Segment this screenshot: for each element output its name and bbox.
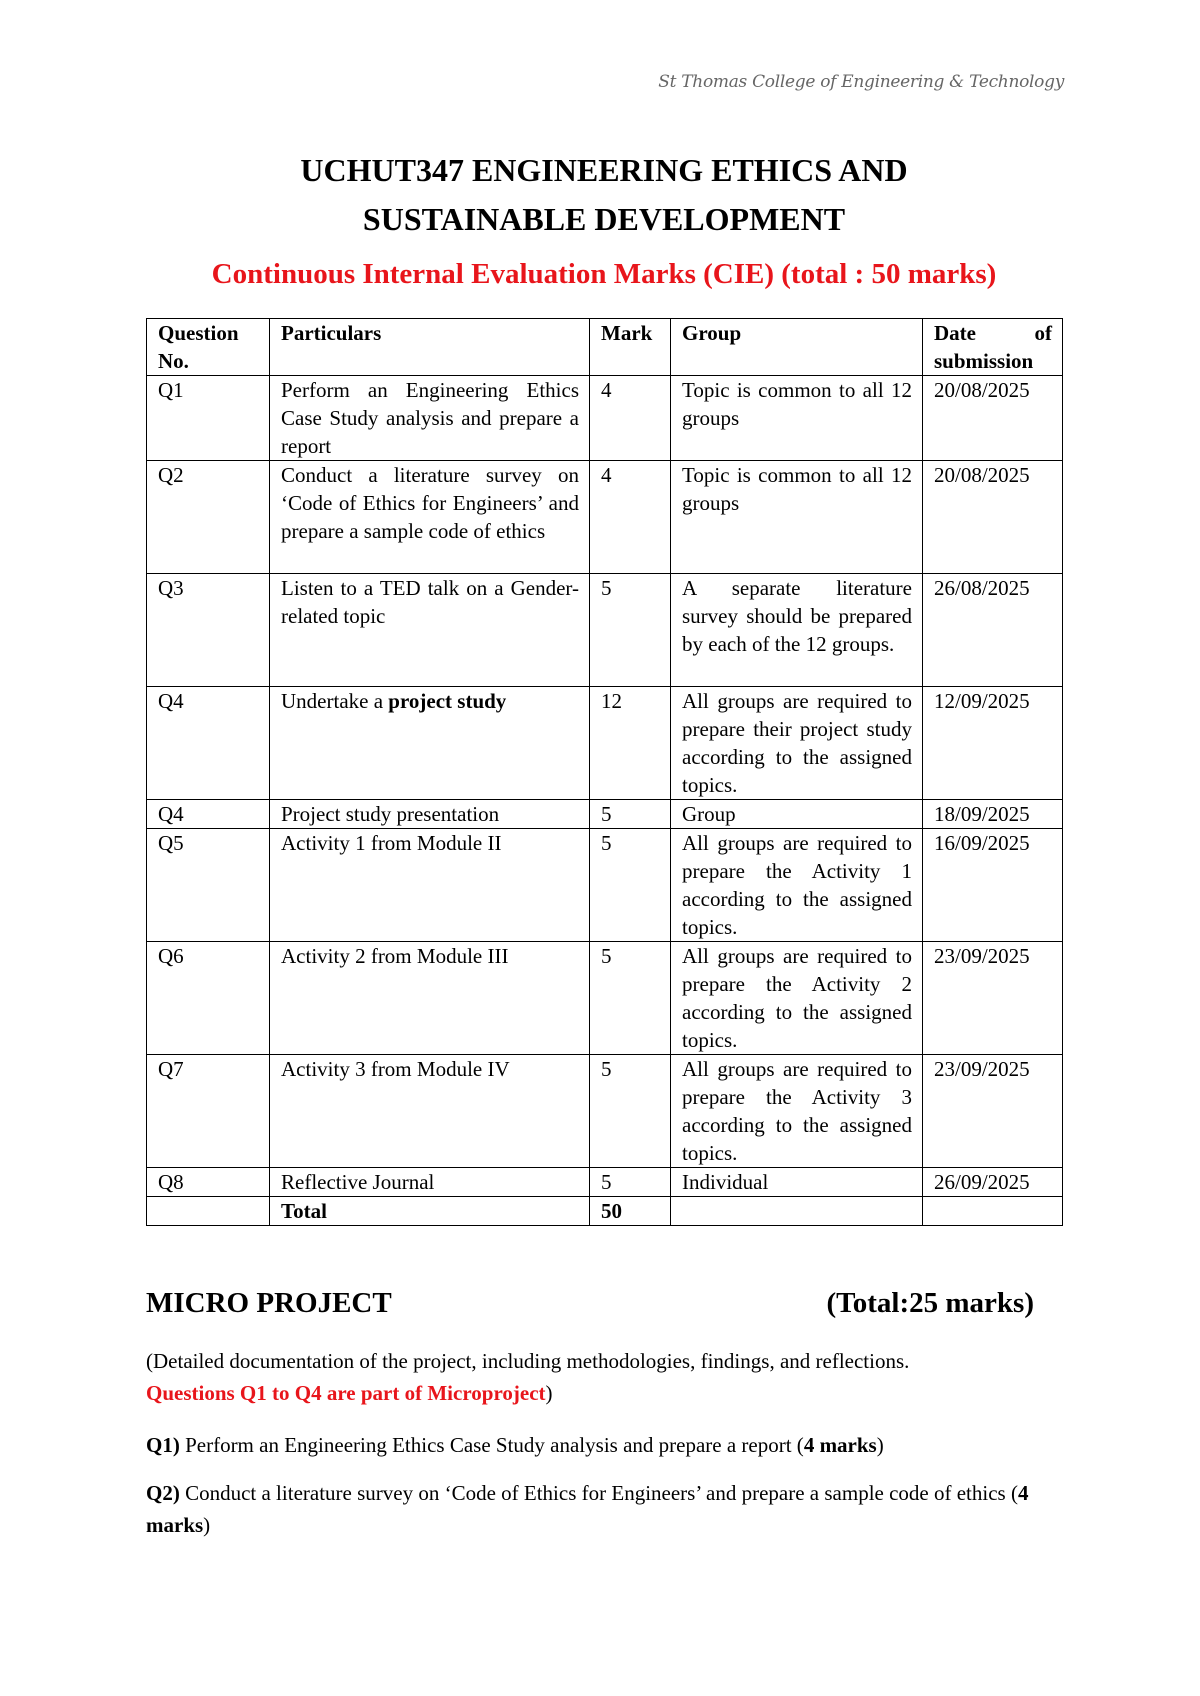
cell-mark: 5 xyxy=(590,942,671,1055)
cell-particulars: Perform an Engineering Ethics Case Study analysis and prepare a report xyxy=(270,376,590,461)
cell-group: Group xyxy=(671,800,923,829)
cell-date: 26/09/2025 xyxy=(923,1168,1063,1197)
q1-marks: 4 marks xyxy=(803,1433,877,1457)
title-line-1: UCHUT347 ENGINEERING ETHICS AND xyxy=(300,152,908,188)
micro-project-total: (Total:25 marks) xyxy=(826,1287,1034,1319)
cell-empty xyxy=(147,1197,270,1226)
cell-mark: 5 xyxy=(590,829,671,942)
q2-label: Q2) xyxy=(146,1481,180,1505)
cell-date: 26/08/2025 xyxy=(923,574,1063,687)
table-total-row xyxy=(147,1197,1063,1226)
cell-particulars: Listen to a TED talk on a Gender-related topic xyxy=(270,574,590,687)
q2-marks: 4 marks xyxy=(146,1481,1029,1537)
cell-date: 12/09/2025 xyxy=(923,687,1063,800)
note-close: ) xyxy=(545,1381,553,1405)
total-label: Total xyxy=(270,1197,590,1226)
cell-mark: 5 xyxy=(590,1168,671,1197)
q2-close: ) xyxy=(203,1513,211,1537)
table-row xyxy=(147,1055,1063,1168)
cell-question: Q4 xyxy=(147,800,270,829)
micro-question-q1 xyxy=(146,1429,1062,1461)
cell-mark: 5 xyxy=(590,800,671,829)
description-text: (Detailed documentation of the project, including methodologies, findings, and reflections. xyxy=(146,1349,910,1373)
cie-subtitle: Continuous Internal Evaluation Marks (CIE) (total : 50 marks) xyxy=(211,258,997,290)
cell-question: Q8 xyxy=(147,1168,270,1197)
cell-date: 20/08/2025 xyxy=(923,376,1063,461)
cell-mark: 12 xyxy=(590,687,671,800)
page-title xyxy=(146,146,1062,244)
cell-particulars: Activity 1 from Module II xyxy=(270,829,590,942)
cell-empty xyxy=(923,1197,1063,1226)
cell-question: Q6 xyxy=(147,942,270,1055)
cell-particulars: Conduct a literature survey on ‘Code of Ethics for Engineers’ and prepare a sample code of ethics xyxy=(270,461,590,574)
institution-header: St Thomas College of Engineering & Technology xyxy=(658,72,1064,92)
particulars-prefix: Undertake a xyxy=(281,689,389,713)
cell-empty xyxy=(671,1197,923,1226)
cell-mark: 4 xyxy=(590,461,671,574)
cell-mark: 5 xyxy=(590,574,671,687)
q2-text: Conduct a literature survey on ‘Code of Ethics for Engineers’ and prepare a sample code of ethics ( xyxy=(179,1481,1018,1505)
cell-date: 23/09/2025 xyxy=(923,1055,1063,1168)
header-mark: Mark xyxy=(590,319,671,376)
header-date: Date of submission xyxy=(923,319,1063,376)
cell-group: All groups are required to prepare the Activity 1 according to the assigned topics. xyxy=(671,829,923,942)
q1-label: Q1) xyxy=(146,1433,180,1457)
header-particulars: Particulars xyxy=(270,319,590,376)
micro-project-description xyxy=(146,1345,1062,1409)
cell-group: Topic is common to all 12 groups xyxy=(671,461,923,574)
cell-date: 20/08/2025 xyxy=(923,461,1063,574)
cell-question: Q7 xyxy=(147,1055,270,1168)
cell-date: 18/09/2025 xyxy=(923,800,1063,829)
cell-date: 23/09/2025 xyxy=(923,942,1063,1055)
table-row xyxy=(147,461,1063,574)
cell-question: Q1 xyxy=(147,376,270,461)
table-row xyxy=(147,1168,1063,1197)
cell-question: Q4 xyxy=(147,687,270,800)
table-row xyxy=(147,376,1063,461)
cell-question: Q5 xyxy=(147,829,270,942)
cell-particulars: Activity 2 from Module III xyxy=(270,942,590,1055)
title-line-2: SUSTAINABLE DEVELOPMENT xyxy=(362,201,846,237)
table-row xyxy=(147,942,1063,1055)
cell-group: All groups are required to prepare their project study according to the assigned topics. xyxy=(671,687,923,800)
total-mark: 50 xyxy=(590,1197,671,1226)
cell-group: All groups are required to prepare the Activity 3 according to the assigned topics. xyxy=(671,1055,923,1168)
particulars-bold: project study xyxy=(388,689,507,713)
table-row xyxy=(147,574,1063,687)
cell-particulars: Activity 3 from Module IV xyxy=(270,1055,590,1168)
micro-question-q2 xyxy=(146,1477,1062,1541)
cell-date: 16/09/2025 xyxy=(923,829,1063,942)
header-question: Question No. xyxy=(147,319,270,376)
table-row xyxy=(147,687,1063,800)
q1-close: ) xyxy=(876,1433,884,1457)
cell-particulars: Reflective Journal xyxy=(270,1168,590,1197)
q1-text: Perform an Engineering Ethics Case Study analysis and prepare a report ( xyxy=(179,1433,804,1457)
cell-group: Individual xyxy=(671,1168,923,1197)
cell-particulars: Project study presentation xyxy=(270,800,590,829)
cell-group: Topic is common to all 12 groups xyxy=(671,376,923,461)
cie-marks-table xyxy=(146,318,1063,1226)
microproject-note: Questions Q1 to Q4 are part of Microproject xyxy=(146,1381,546,1405)
micro-project-heading xyxy=(146,1287,1034,1320)
cell-mark: 4 xyxy=(590,376,671,461)
cell-question: Q3 xyxy=(147,574,270,687)
cell-particulars xyxy=(270,687,590,800)
table-row xyxy=(147,829,1063,942)
table-row xyxy=(147,800,1063,829)
cell-group: All groups are required to prepare the Activity 2 according to the assigned topics. xyxy=(671,942,923,1055)
cell-group: A separate literature survey should be prepared by each of the 12 groups. xyxy=(671,574,923,687)
header-group: Group xyxy=(671,319,923,376)
table-header-row xyxy=(147,319,1063,376)
cell-mark: 5 xyxy=(590,1055,671,1168)
micro-project-title: MICRO PROJECT xyxy=(146,1287,392,1319)
cell-question: Q2 xyxy=(147,461,270,574)
